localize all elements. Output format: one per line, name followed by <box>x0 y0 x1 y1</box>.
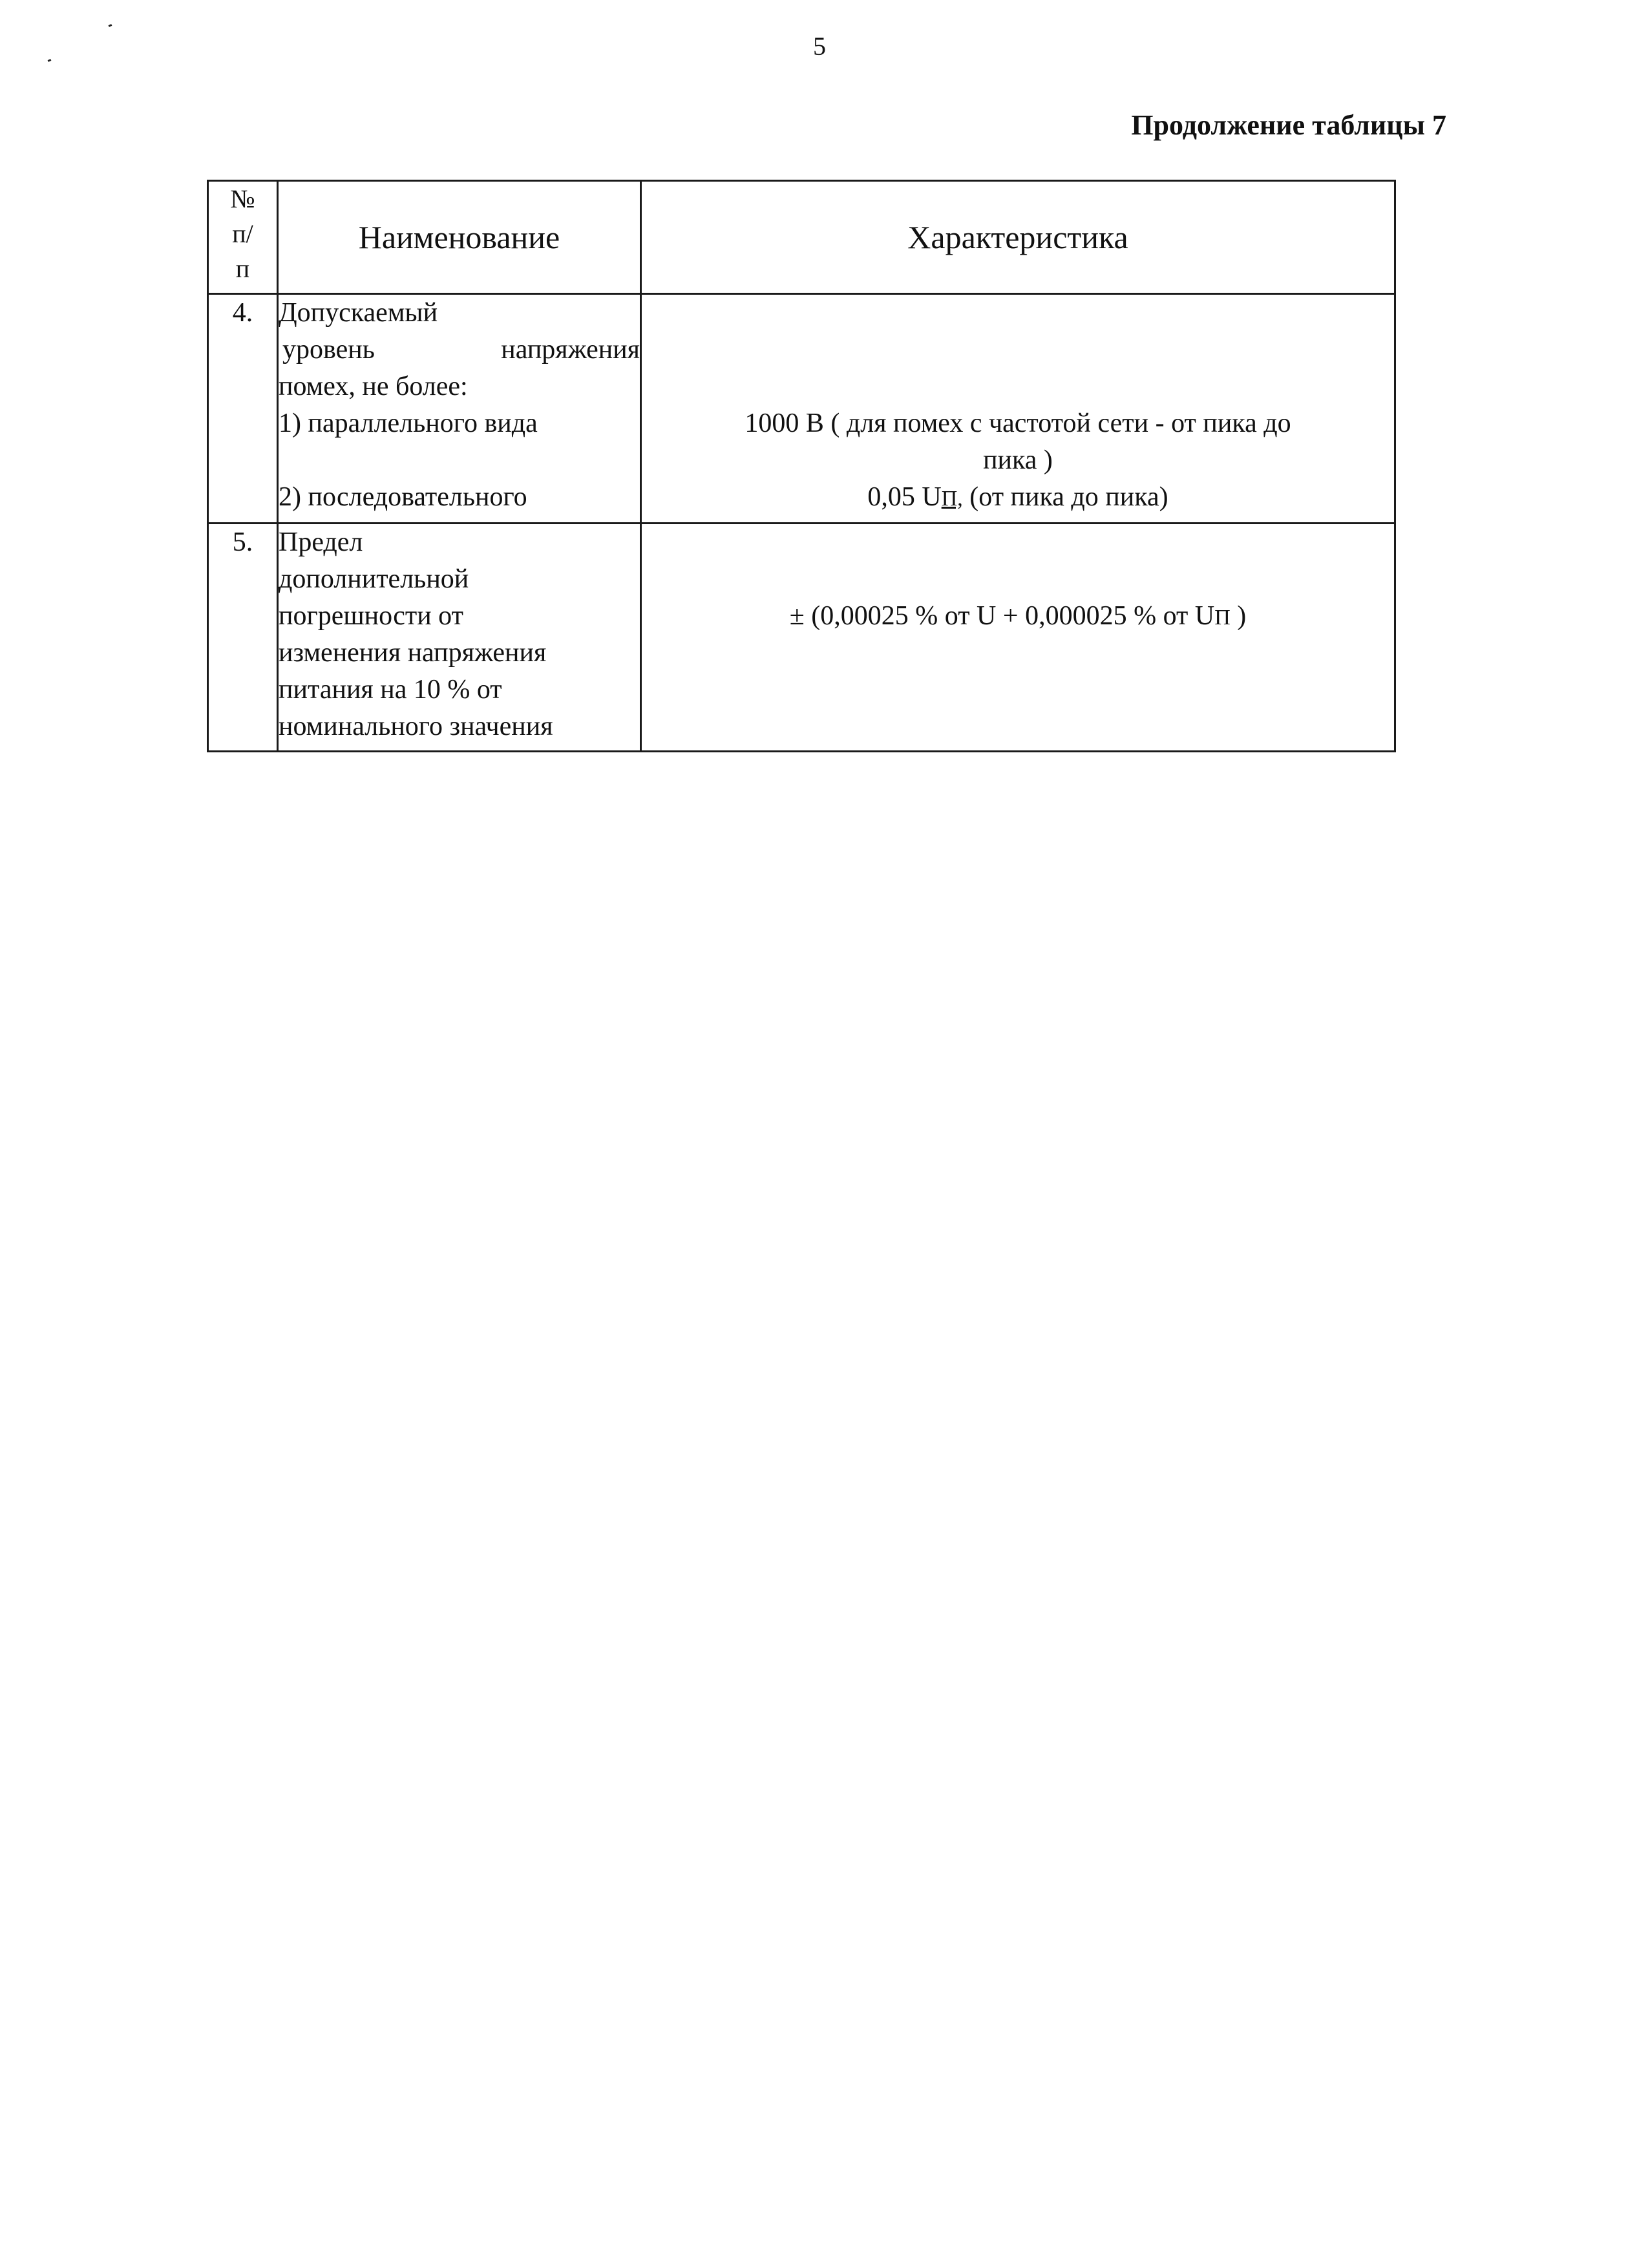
char-text: (от пика до пика) <box>962 482 1168 512</box>
row-number: 4. <box>208 294 278 524</box>
char-text: ) <box>1230 601 1247 631</box>
header-num-line: № <box>230 184 255 213</box>
table-header-row <box>208 181 1395 294</box>
name-line: погрешности от <box>279 601 463 631</box>
name-line: питания на 10 % от <box>279 675 502 705</box>
header-name: Наименование <box>278 181 641 294</box>
row-characteristic <box>641 524 1395 752</box>
header-num-line: п <box>235 254 250 283</box>
name-line: 1) параллельного вида <box>279 408 538 438</box>
char-subscript: П, <box>941 487 963 511</box>
row-name <box>278 524 641 752</box>
name-line: Допускаемый <box>279 298 438 328</box>
name-line: номинального значения <box>279 712 553 741</box>
table-row <box>208 524 1395 752</box>
char-line: 1000 В ( для помех с частотой сети - от пика до <box>745 408 1291 438</box>
name-word: напряжения <box>501 335 640 365</box>
name-line: дополнительной <box>279 564 469 594</box>
page-number: 5 <box>813 32 826 61</box>
row-number: 5. <box>208 524 278 752</box>
scan-speck <box>48 59 52 62</box>
char-text: ± (0,00025 % от U + 0,000025 % от U <box>789 601 1215 631</box>
header-num <box>208 181 278 294</box>
char-line: пика ) <box>983 445 1053 475</box>
table-continuation-title: Продолжение таблицы 7 <box>1131 109 1446 141</box>
name-line <box>279 332 640 368</box>
char-subscript: П <box>1214 606 1231 630</box>
name-line: помех, не более: <box>279 372 468 401</box>
row-name <box>278 294 641 524</box>
header-characteristic: Характеристика <box>641 181 1395 294</box>
table-row <box>208 294 1395 524</box>
scan-speck <box>109 24 112 27</box>
spacer <box>279 442 640 479</box>
name-line: 2) последовательного <box>279 482 527 512</box>
name-line: изменения напряжения <box>279 638 547 668</box>
spacer <box>642 524 1394 598</box>
char-line <box>642 598 1394 636</box>
char-text: 0,05 U <box>867 482 942 512</box>
spacer <box>642 295 1394 405</box>
row-characteristic <box>641 294 1395 524</box>
header-num-line: п/ <box>232 219 253 248</box>
char-line <box>642 479 1394 517</box>
spec-table <box>207 180 1396 752</box>
name-line: Предел <box>279 527 363 557</box>
name-word: уровень <box>282 335 375 365</box>
